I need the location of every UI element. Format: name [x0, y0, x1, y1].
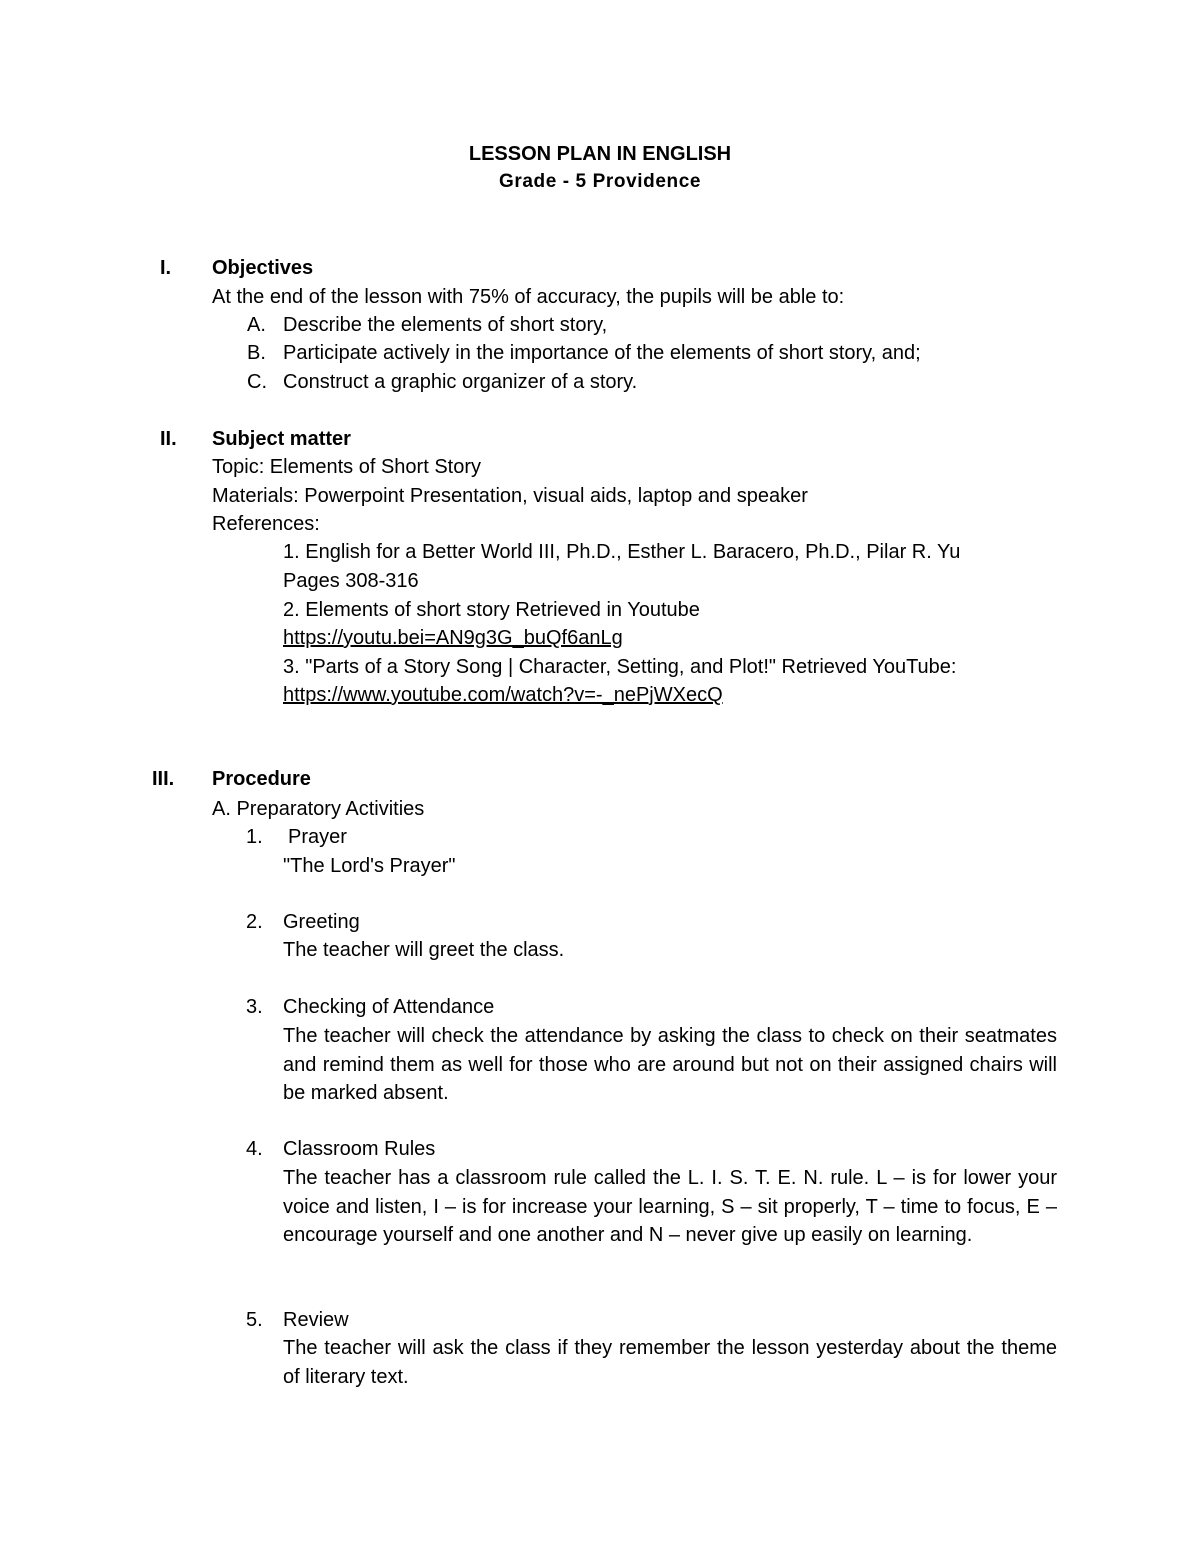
step-number: 1.: [246, 826, 263, 848]
subject-topic: Topic: Elements of Short Story: [212, 456, 482, 478]
section-numeral-procedure: III.: [152, 768, 175, 790]
objectives-intro: At the end of the lesson with 75% of accuracy, the pupils will be able to:: [212, 286, 845, 308]
step-number: 4.: [246, 1138, 263, 1160]
reference-item: 3. "Parts of a Story Song | Character, Setting, and Plot!" Retrieved YouTube:: [283, 656, 957, 678]
section-heading-objectives: Objectives: [212, 257, 314, 279]
reference-link[interactable]: https://youtu.bei=AN9g3G_buQf6anLg: [283, 627, 623, 649]
step-title: Checking of Attendance: [283, 996, 495, 1018]
objective-item: Construct a graphic organizer of a story.: [283, 371, 638, 393]
reference-pages: Pages 308-316: [283, 570, 419, 592]
reference-item: 2. Elements of short story Retrieved in Youtube: [283, 599, 700, 621]
step-title: Prayer: [288, 826, 347, 848]
subject-materials: Materials: Powerpoint Presentation, visual aids, laptop and speaker: [212, 485, 808, 507]
section-numeral-subject-matter: II.: [160, 428, 177, 450]
references-label: References:: [212, 513, 320, 535]
step-text: The teacher will greet the class.: [283, 939, 565, 961]
document-title: LESSON PLAN IN ENGLISH: [468, 143, 732, 165]
step-number: 3.: [246, 996, 263, 1018]
step-text: The teacher has a classroom rule called the L. I. S. T. E. N. rule. L – is for lower your voice and listen, I – is for increase your learning, S – sit properly, T – time to focus, E – encourage yourself and one another and N – never give up easily on learning.: [283, 1167, 1057, 1246]
reference-link[interactable]: https://www.youtube.com/watch?v=-_nePjWXecQ: [283, 684, 723, 706]
step-number: 2.: [246, 911, 263, 933]
procedure-section-a: A. Preparatory Activities: [212, 798, 425, 820]
document-subtitle: Grade - 5 Providence: [498, 171, 702, 192]
step-title: Classroom Rules: [283, 1138, 436, 1160]
step-text: The teacher will check the attendance by asking the class to check on their seatmates and remind them as well for those who are around but not on their assigned chairs will be marked absent.: [283, 1025, 1057, 1104]
section-heading-subject-matter: Subject matter: [212, 428, 351, 450]
step-text: The teacher will ask the class if they remember the lesson yesterday about the theme of literary text.: [283, 1337, 1057, 1388]
step-number: 5.: [246, 1309, 263, 1331]
step-title: Review: [283, 1309, 349, 1331]
section-numeral-objectives: I.: [160, 257, 172, 279]
reference-item: 1. English for a Better World III, Ph.D., Esther L. Baracero, Ph.D., Pilar R. Yu: [283, 541, 961, 563]
step-title: Greeting: [283, 911, 360, 933]
objective-item: Participate actively in the importance of the elements of short story, and;: [283, 342, 921, 364]
objective-letter: C.: [247, 371, 267, 393]
objective-item: Describe the elements of short story,: [283, 314, 608, 336]
section-heading-procedure: Procedure: [212, 768, 311, 790]
step-text: "The Lord's Prayer": [283, 855, 456, 877]
objective-letter: B.: [247, 342, 266, 364]
objective-letter: A.: [247, 314, 266, 336]
